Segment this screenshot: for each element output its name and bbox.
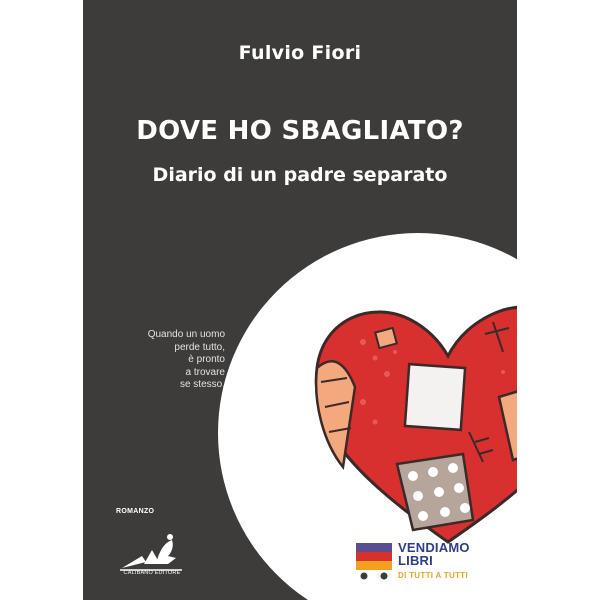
vendiamo-libri-badge (356, 538, 506, 594)
author-name: Fulvio Fiori (238, 42, 362, 64)
badge-text-line1: VENDIAMO (398, 540, 470, 555)
quote-line: è pronto (188, 354, 225, 365)
quote-line: Quando un uomo (147, 329, 225, 340)
quote-line: se stesso. (179, 379, 225, 390)
flag-icon (356, 541, 394, 581)
badge-text-line2: LIBRI (398, 553, 433, 568)
cover-quote (85, 329, 225, 392)
genre-label: ROMANZO (116, 508, 155, 515)
badge-text-line3: DI TUTTI A TUTTI (398, 571, 468, 580)
publisher-logo-icon (116, 528, 186, 574)
book-subtitle: Diario di un padre separato (152, 164, 448, 186)
quote-line: a trovare (185, 366, 225, 378)
quote-line: perde tutto, (174, 341, 225, 353)
publisher-name: CALIBANO EDITORE (123, 570, 181, 576)
book-title: DOVE HO SBAGLIATO? (136, 116, 464, 146)
book-cover (83, 0, 517, 600)
heart-illustration (303, 292, 517, 552)
